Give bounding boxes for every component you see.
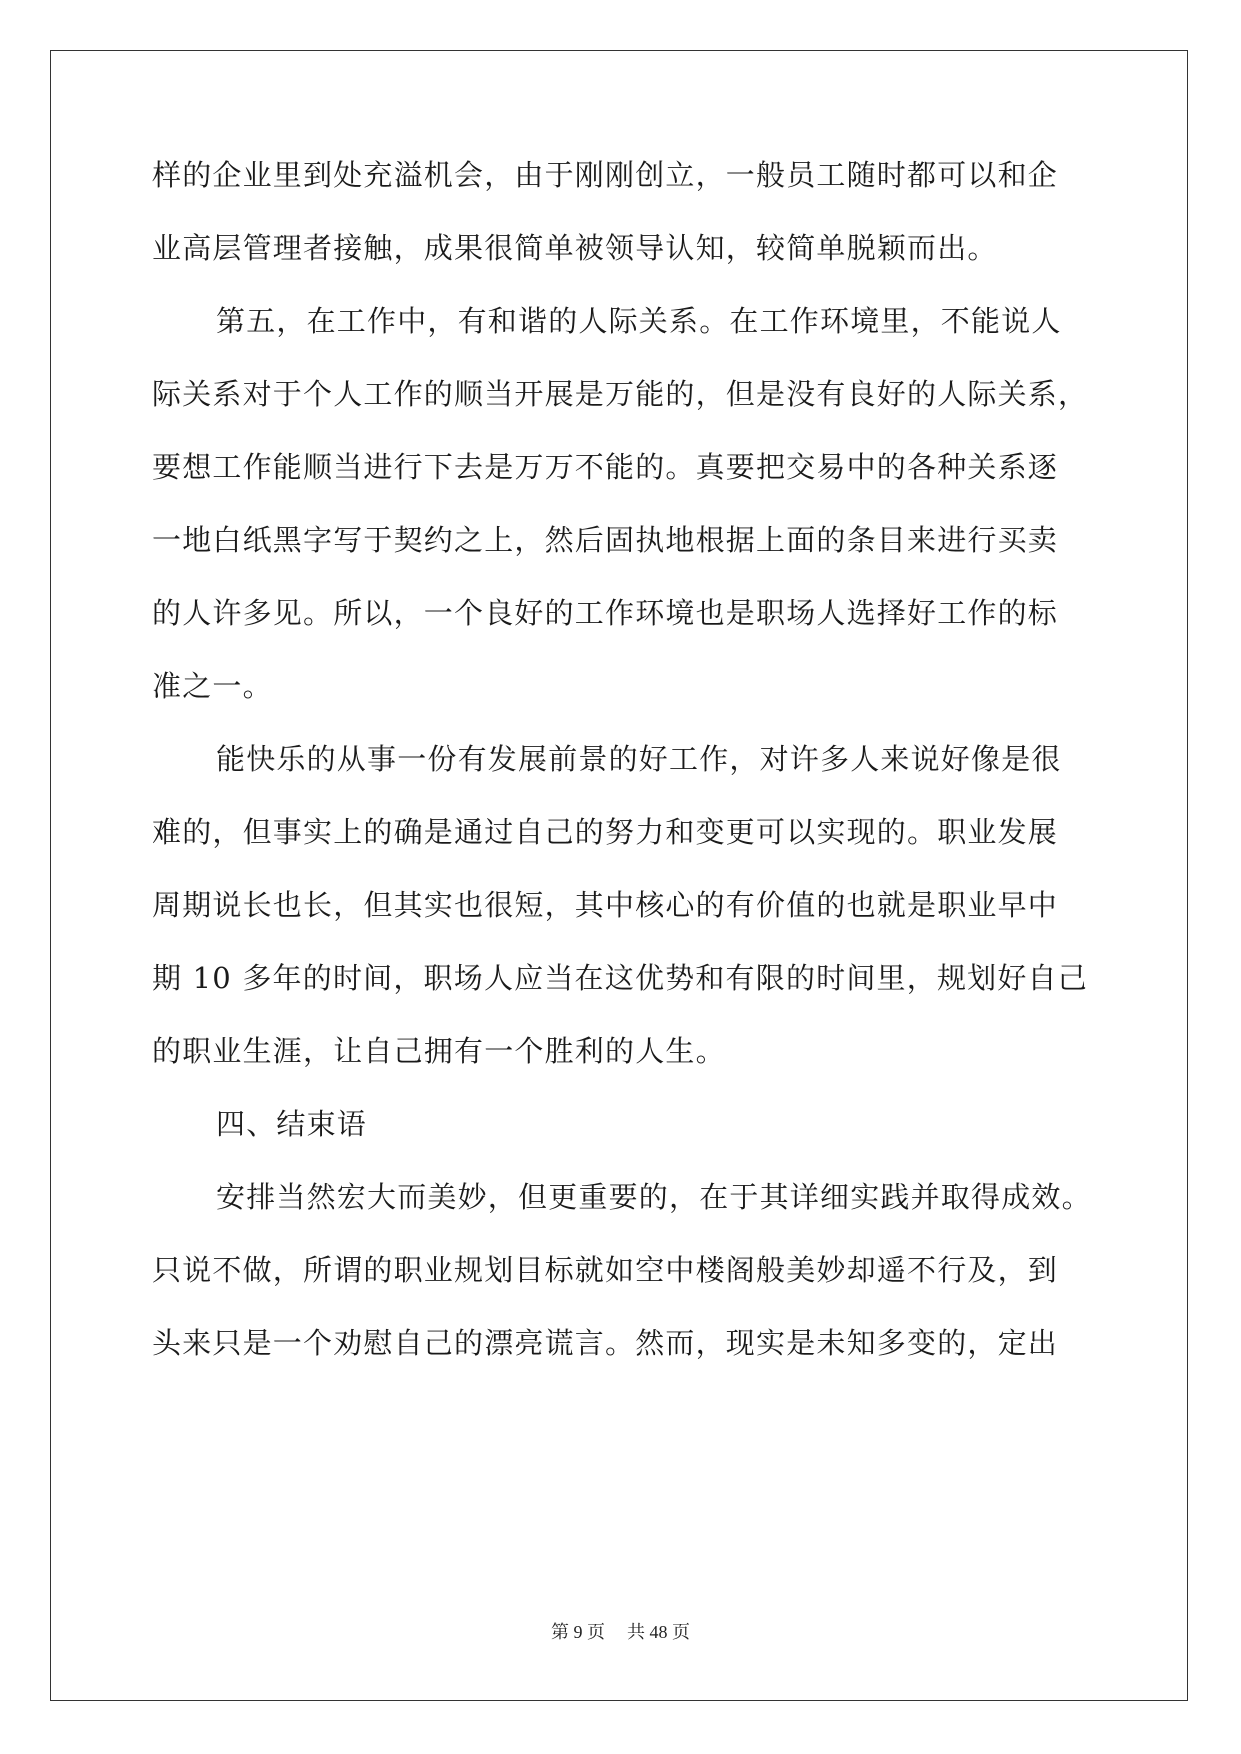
text-line: 的职业生涯，让自己拥有一个胜利的人生。 xyxy=(152,1034,726,1068)
text-line: 期 10 多年的时间，职场人应当在这优势和有限的时间里，规划好自己 xyxy=(152,961,1088,995)
text-line: 周期说长也长，但其实也很短，其中核心的有价值的也就是职业早中 xyxy=(152,888,1059,922)
page-frame xyxy=(50,50,1188,1701)
text-line: 的人许多见。所以，一个良好的工作环境也是职场人选择好工作的标 xyxy=(152,596,1059,630)
text-line: 一地白纸黑字写于契约之上，然后固执地根据上面的条目来进行买卖 xyxy=(152,523,1059,557)
text-line: 只说不做，所谓的职业规划目标就如空中楼阁般美妙却遥不行及，到 xyxy=(152,1253,1059,1287)
text-line: 能快乐的从事一份有发展前景的好工作，对许多人来说好像是很 xyxy=(216,742,1062,776)
text-line: 头来只是一个劝慰自己的漂亮谎言。然而，现实是未知多变的，定出 xyxy=(152,1326,1059,1360)
text-line: 要想工作能顺当进行下去是万万不能的。真要把交易中的各种关系逐 xyxy=(152,450,1059,484)
text-line: 样的企业里到处充溢机会，由于刚刚创立，一般员工随时都可以和企 xyxy=(152,158,1059,192)
text-line: 安排当然宏大而美妙，但更重要的，在于其详细实践并取得成效。 xyxy=(216,1180,1092,1214)
text-line: 际关系对于个人工作的顺当开展是万能的，但是没有良好的人际关系， xyxy=(152,377,1089,411)
text-line: 难的，但事实上的确是通过自己的努力和变更可以实现的。职业发展 xyxy=(152,815,1059,849)
text-line: 第五，在工作中，有和谐的人际关系。在工作环境里，不能说人 xyxy=(216,304,1062,338)
page-footer xyxy=(0,1620,1241,1644)
page-number: 第 9 页 xyxy=(551,1622,605,1642)
text-line: 准之一。 xyxy=(152,669,273,703)
text-line: 业高层管理者接触，成果很简单被领导认知，较简单脱颖而出。 xyxy=(152,231,998,265)
page-total: 共 48 页 xyxy=(627,1622,690,1642)
section-heading: 四、结束语 xyxy=(216,1107,368,1141)
